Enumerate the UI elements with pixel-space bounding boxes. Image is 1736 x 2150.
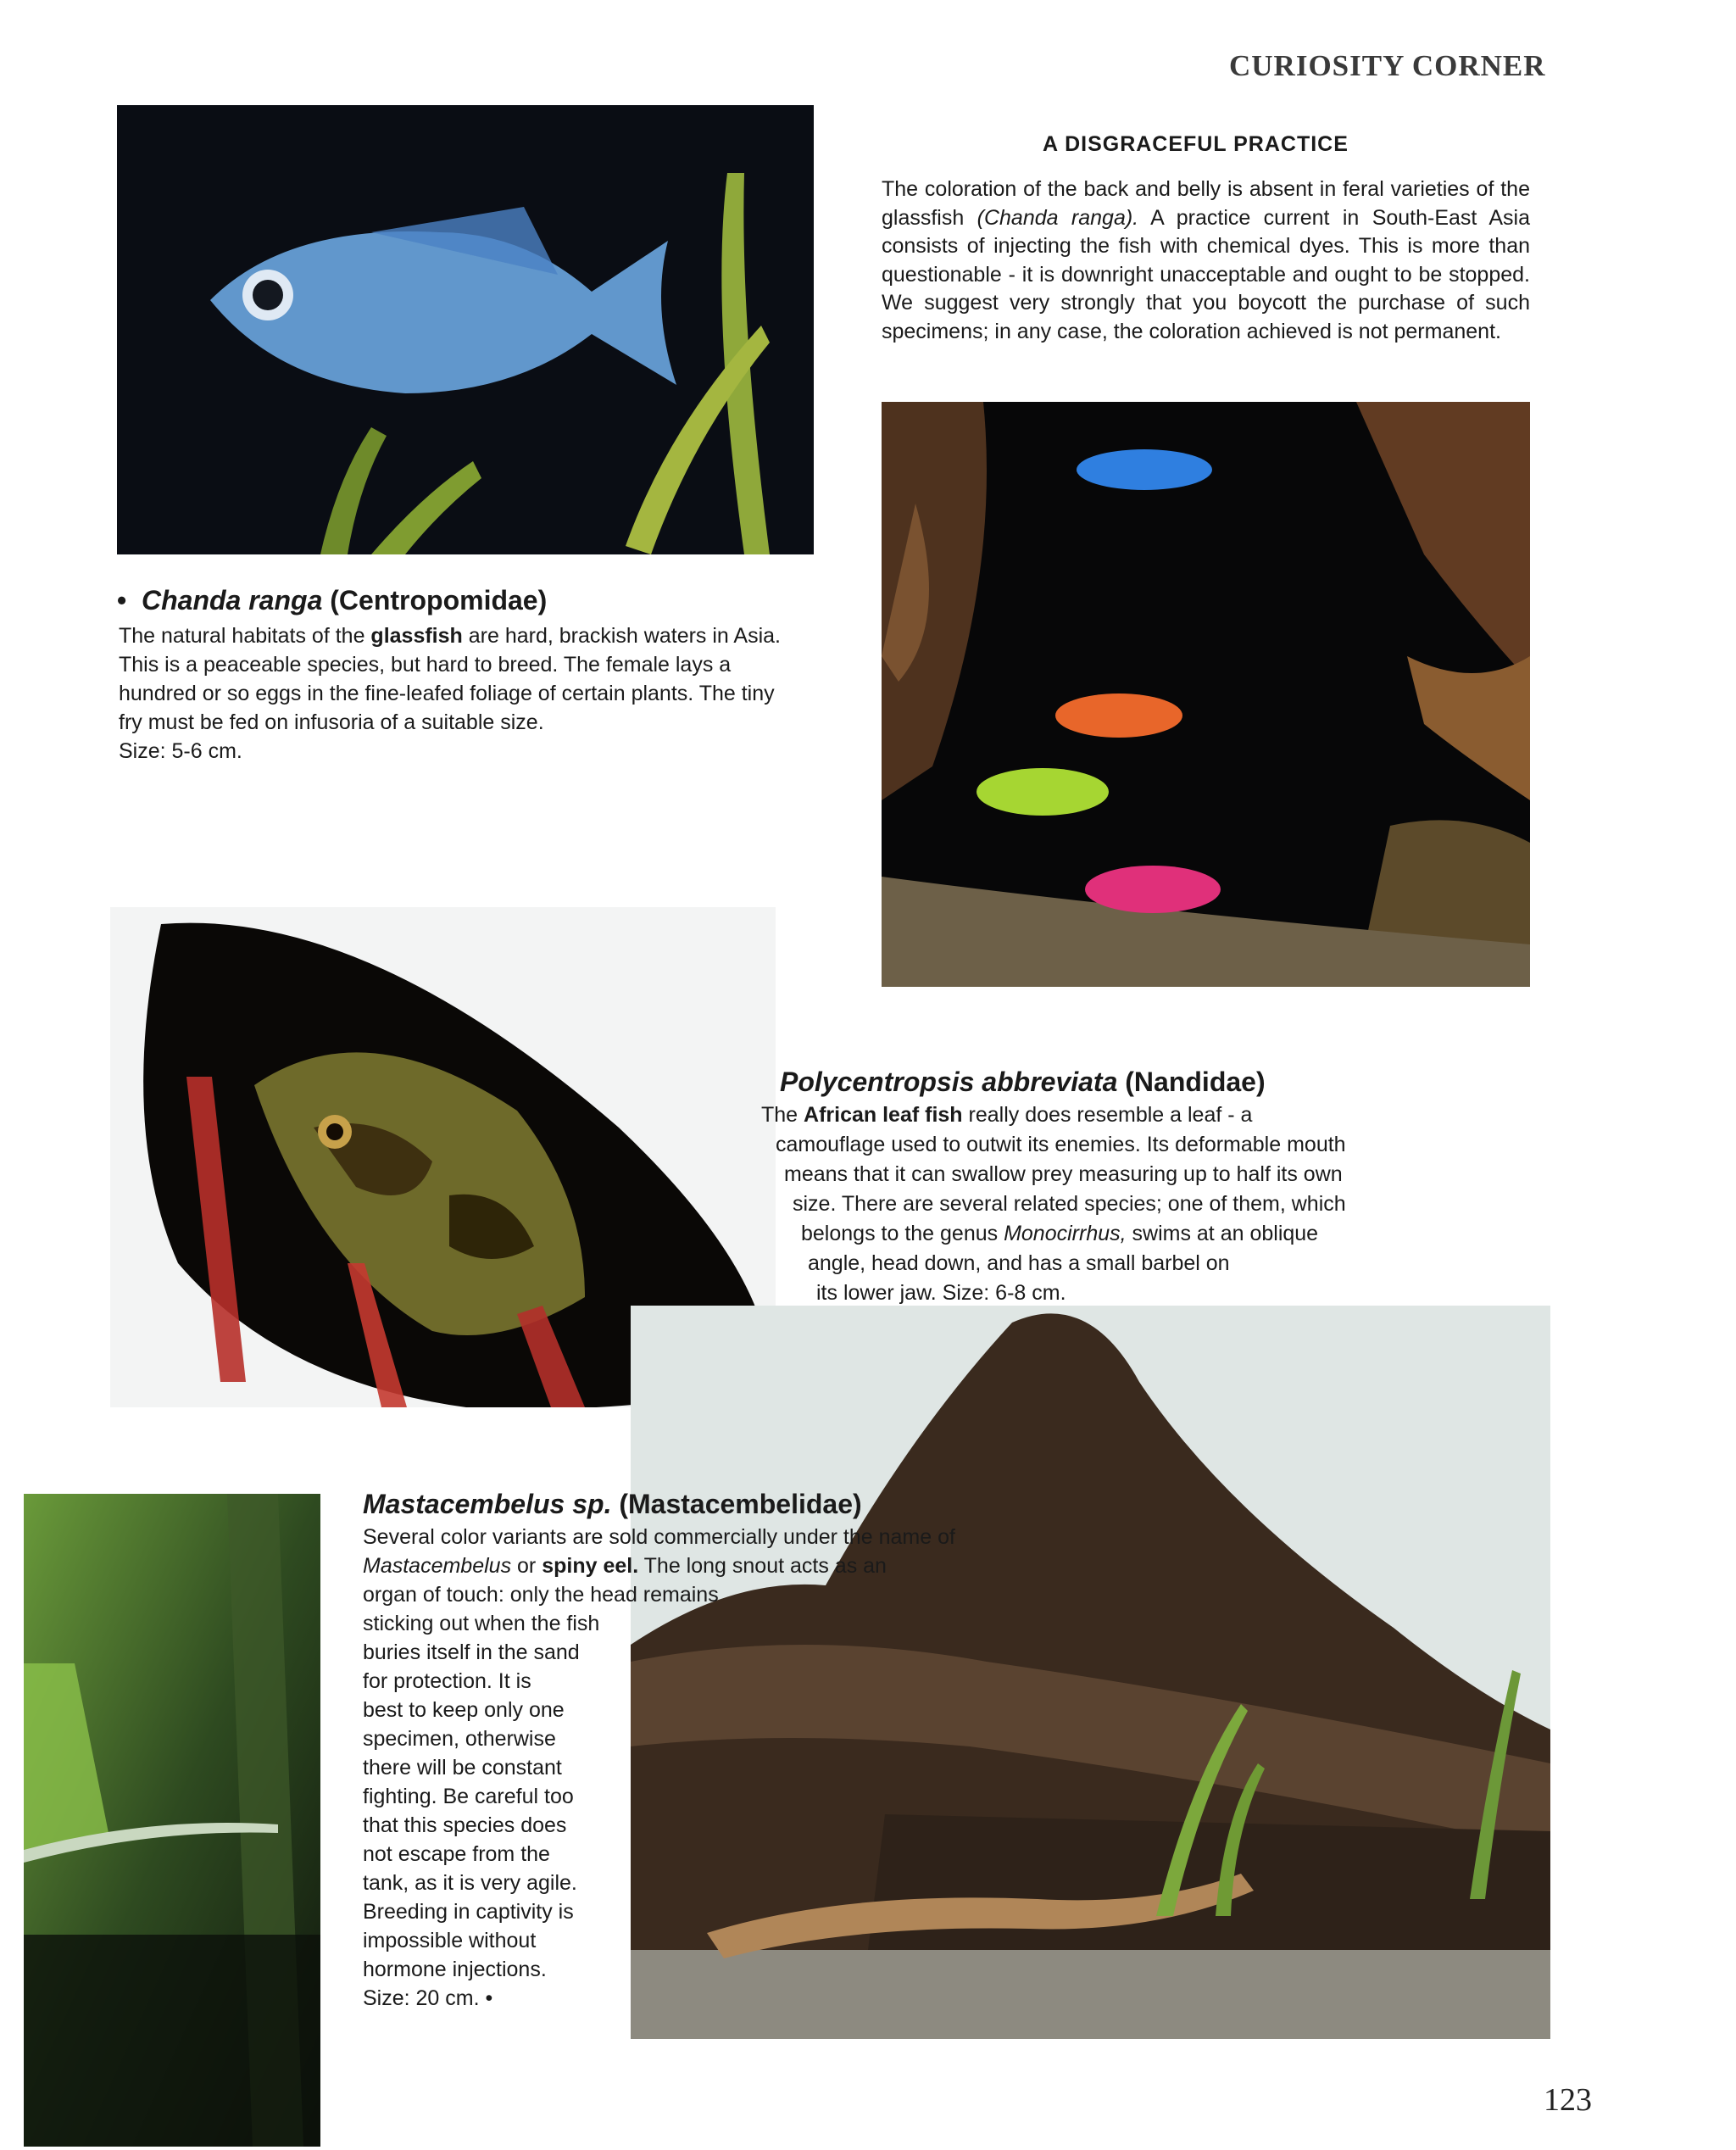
glassfish-photo bbox=[117, 105, 814, 554]
text-line bbox=[363, 1551, 1041, 1580]
polycentropsis-latin-name: Polycentropsis abbreviata bbox=[780, 1067, 1118, 1097]
mastacembelus-latin-name: Mastacembelus sp. bbox=[363, 1489, 612, 1519]
text-line bbox=[801, 1219, 1318, 1248]
sidebar-body-text: The coloration of the back and belly is absent in feral varieties of the glassfish bbox=[882, 177, 1530, 230]
sidebar-body bbox=[882, 175, 1530, 346]
text-line: that this species does bbox=[363, 1813, 567, 1837]
plants-photo bbox=[24, 1494, 320, 2147]
dyed-glassfish-photo bbox=[882, 402, 1530, 987]
text-span: The bbox=[761, 1103, 804, 1127]
running-header: CURIOSITY CORNER bbox=[1229, 49, 1546, 82]
mastacembelus-common-name: spiny eel. bbox=[542, 1554, 639, 1578]
text-line: tank, as it is very agile. bbox=[363, 1871, 577, 1895]
text-line: there will be constant bbox=[363, 1756, 562, 1780]
polycentropsis-heading bbox=[780, 1067, 1266, 1098]
text-line: Breeding in captivity is bbox=[363, 1900, 574, 1924]
text-line: Several color variants are sold commercially under the name of bbox=[363, 1525, 955, 1549]
polycentropsis-common-name: African leaf fish bbox=[804, 1103, 963, 1127]
text-span: belongs to the genus bbox=[801, 1222, 1004, 1245]
text-span: or bbox=[511, 1554, 542, 1578]
text-line: not escape from the bbox=[363, 1842, 550, 1866]
text-line: its lower jaw. Size: 6-8 cm. bbox=[816, 1281, 1066, 1305]
sidebar-body-text-2: A practice current in South-East Asia consists of injecting the fish with chemical dyes. This is more than questionable - it is downright unacceptable and ought to be stopped. We suggest very strongly that you boycott the purchase of such specimens; in any case, the coloration achieved is not permanent. bbox=[882, 205, 1530, 343]
text-span: really does resemble a leaf - a bbox=[962, 1103, 1253, 1127]
chanda-heading bbox=[117, 585, 547, 616]
text-line: size. There are several related species; one of them, which bbox=[793, 1192, 1346, 1216]
chanda-common-name: glassfish bbox=[370, 624, 463, 648]
text-span: The long snout acts as an bbox=[638, 1554, 887, 1578]
text-line: means that it can swallow prey measuring up to half its own bbox=[784, 1162, 1343, 1186]
chanda-description bbox=[119, 621, 797, 766]
polycentropsis-family: (Nandidae) bbox=[1125, 1067, 1266, 1097]
chanda-text: The natural habitats of the bbox=[119, 624, 371, 648]
bullet: • bbox=[117, 585, 127, 615]
text-line: for protection. It is bbox=[363, 1669, 531, 1693]
chanda-size: Size: 5-6 cm. bbox=[119, 739, 242, 763]
text-line: camouflage used to outwit its enemies. Its deformable mouth bbox=[776, 1133, 1346, 1156]
mastacembelus-heading bbox=[363, 1489, 862, 1520]
mastacembelus-family: (Mastacembelidae) bbox=[619, 1489, 862, 1519]
chanda-family: (Centropomidae) bbox=[330, 585, 548, 615]
sidebar-latin-name: (Chanda ranga). bbox=[976, 205, 1139, 230]
text-span: swims at an oblique bbox=[1126, 1222, 1319, 1245]
sidebar-title: A DISGRACEFUL PRACTICE bbox=[1043, 132, 1349, 156]
text-line bbox=[761, 1100, 1252, 1129]
text-line: organ of touch: only the head remains bbox=[363, 1583, 719, 1607]
text-line: angle, head down, and has a small barbel on bbox=[808, 1251, 1230, 1275]
genus-name: Mastacembelus bbox=[363, 1554, 512, 1578]
chanda-text-2: are hard, brackish waters in Asia. This is a peaceable species, but hard to breed. The female lays a hundred or so eggs in the fine-leafed foliage of certain plants. The tiny fry must be fed on infusoria of a suitable size. bbox=[119, 624, 781, 734]
page-number: 123 bbox=[1544, 2082, 1592, 2118]
text-line: hormone injections. bbox=[363, 1958, 547, 1981]
genus-name: Monocirrhus, bbox=[1004, 1222, 1127, 1245]
chanda-latin-name: Chanda ranga bbox=[141, 585, 323, 615]
text-line: best to keep only one bbox=[363, 1698, 565, 1722]
mastacembelus-description bbox=[363, 1523, 1041, 2013]
text-line: buries itself in the sand bbox=[363, 1640, 580, 1664]
text-line: sticking out when the fish bbox=[363, 1612, 600, 1635]
text-line: impossible without bbox=[363, 1929, 537, 1952]
text-line: Size: 20 cm. • bbox=[363, 1986, 493, 2010]
text-line: specimen, otherwise bbox=[363, 1727, 556, 1751]
text-line: fighting. Be careful too bbox=[363, 1785, 574, 1808]
